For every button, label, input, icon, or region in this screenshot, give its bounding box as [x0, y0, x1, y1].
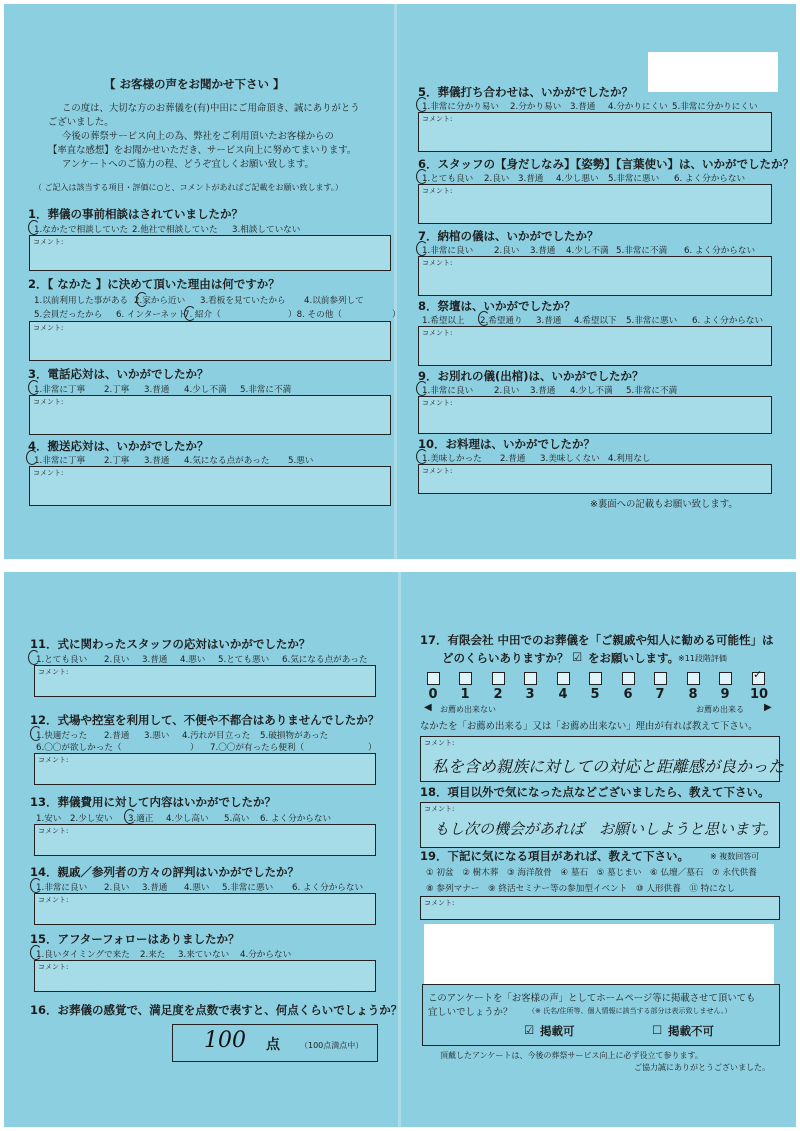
q9-option-2[interactable]: 2.良い — [494, 386, 520, 396]
answer-circle — [136, 292, 148, 307]
q11-option-2[interactable]: 2.良い — [104, 655, 130, 665]
q6-option-4[interactable]: 4.少し悪い — [556, 174, 599, 184]
q17-check-sample-icon: ☑ — [572, 650, 583, 664]
q8-option-2[interactable]: 2.希望通り — [480, 316, 523, 326]
q1-comment-box[interactable]: コメント: — [29, 235, 391, 271]
q7-option-4[interactable]: 4.少し不満 — [566, 246, 609, 256]
q14-option-5[interactable]: 5.非常に悪い — [222, 883, 274, 893]
q17-reason-box[interactable]: コメント: — [420, 736, 780, 782]
selected-check-icon: ✓ — [753, 668, 763, 681]
q13-option-1[interactable]: 1.安い — [36, 814, 62, 824]
scale-high-label: お薦め出来る — [696, 705, 744, 714]
q9-title: 9．お別れの儀(出棺)は、いかがでしたか？ — [418, 369, 644, 383]
q17-title-line2b: をお願いします。 — [588, 651, 680, 665]
q14-comment-box[interactable]: コメント: — [34, 893, 376, 925]
q12-option-4[interactable]: 4.汚れが目立った — [182, 731, 251, 741]
scale-checkbox-0[interactable] — [427, 672, 440, 685]
q5-title: 5．葬儀打ち合わせは、いかがでしたか？ — [418, 85, 633, 99]
q15-option-3[interactable]: 3.来ていない — [178, 950, 230, 960]
q7-title: 7．納棺の儀は、いかがでしたか？ — [418, 229, 599, 243]
q15-comment-box[interactable]: コメント: — [34, 960, 376, 992]
instruction: （ ご記入は該当する項目・評価に○と、コメントがあればご記載をお願い致します。） — [34, 183, 343, 192]
answer-circle — [416, 381, 428, 396]
q9-option-1[interactable]: 1.非常に良い — [422, 386, 474, 396]
q17-title-line2: どのくらいありますか？ — [442, 651, 569, 665]
footer-line1: 頂戴したアンケートは、今後の葬祭サービス向上に必ず役立て参ります。 — [440, 1051, 703, 1060]
q2-option-5[interactable]: 5.会員だったから — [34, 310, 103, 320]
scale-low-label: お薦め出来ない — [440, 705, 496, 714]
q10-option-3[interactable]: 3.美味しくない — [540, 454, 600, 464]
q1-option-3[interactable]: 3.相談していない — [232, 225, 301, 235]
q4-option-2[interactable]: 2.丁寧 — [104, 456, 130, 466]
intro-line-1: この度は、大切な方のお葬儀を(有)中田にご用命頂き、誠にありがとう — [62, 103, 360, 114]
q17-title: 17．有限会社 中田でのお葬儀を「ご親戚や知人に勧める可能性」は — [420, 633, 774, 647]
q12-option-5[interactable]: 5.破損物があった — [260, 731, 329, 741]
q14-option-2[interactable]: 2.良い — [104, 883, 130, 893]
q19-title: 19．下記に気になる項目があれば、教えて下さい。 — [420, 849, 690, 863]
q3-title: 3．電話応対は、いかがでしたか？ — [28, 367, 209, 381]
q19-note: ※ 複数回答可 — [710, 852, 760, 861]
intro-line-3: 今後の葬祭サービス向上の為、弊社をご利用頂いたお客様からの — [62, 131, 334, 142]
q16-unit: 点 — [266, 1037, 280, 1053]
answer-circle — [416, 449, 428, 464]
scale-num: 7 — [655, 687, 665, 702]
q18-title: 18．項目以外で気になった点などございましたら、教えて下さい。 — [420, 785, 770, 799]
q8-title: 8．祭壇は、いかがでしたか？ — [418, 299, 576, 313]
q9-option-3[interactable]: 3.普通 — [530, 386, 556, 396]
consent-deny-label: 掲載不可 — [668, 1024, 714, 1038]
q17-scale-note: ※11段階評価 — [678, 654, 727, 663]
scale-num: 2 — [493, 687, 503, 702]
q15-option-1[interactable]: 1.良いタイミングで来た — [36, 950, 130, 960]
q12-option-7[interactable]: 7.〇〇が有ったら便利（ — [210, 743, 305, 753]
q18-answer: もし次の機会があれば お願いしようと思います。 — [434, 820, 778, 838]
scale-checkbox-8[interactable] — [687, 672, 700, 685]
q4-option-4[interactable]: 4.気になる点があった — [184, 456, 270, 466]
answer-circle — [28, 380, 40, 395]
q3-option-1[interactable]: 1.非常に丁寧 — [34, 385, 86, 395]
q18-comment-box[interactable]: コメント: — [420, 802, 780, 848]
scale-num: 0 — [428, 687, 438, 702]
q10-title: 10．お料理は、いかがでしたか？ — [418, 437, 596, 451]
answer-circle — [30, 726, 42, 741]
consent-note: （※ 氏名/住所等、個人情報に該当する部分は表示致しません。） — [528, 1007, 732, 1015]
scale-checkbox-1[interactable] — [459, 672, 472, 685]
q6-option-3[interactable]: 3.普通 — [518, 174, 544, 184]
scale-num: 4 — [558, 687, 568, 702]
q7-option-1[interactable]: 1.非常に良い — [422, 246, 474, 256]
q2-option-8[interactable]: ）8. その他（ — [288, 310, 342, 320]
q11-option-6[interactable]: 6.気になる点があった — [282, 655, 368, 665]
q5-option-4[interactable]: 4.分かりにくい — [608, 102, 668, 112]
fold-line — [394, 4, 397, 559]
q12-option-2[interactable]: 2.普通 — [104, 731, 130, 741]
q1-option-1[interactable]: 1.なかたで相談していた — [34, 225, 129, 235]
q11-option-1[interactable]: 1.とても良い — [36, 655, 88, 665]
q13-option-5[interactable]: 5.高い — [224, 814, 250, 824]
answer-circle — [30, 945, 42, 960]
q11-comment-box[interactable]: コメント: — [34, 665, 376, 697]
scale-checkbox-3[interactable] — [524, 672, 537, 685]
q7-option-3[interactable]: 3.普通 — [530, 246, 556, 256]
q12-option-6-close: ） — [190, 743, 199, 753]
q6-comment-box[interactable]: コメント: — [418, 184, 772, 224]
scale-checkbox-9[interactable] — [719, 672, 732, 685]
q6-option-2[interactable]: 2.良い — [484, 174, 510, 184]
scale-num: 6 — [623, 687, 633, 702]
q3-option-4[interactable]: 4.少し不満 — [184, 385, 227, 395]
q14-title: 14．親戚／参列者の方々の評判はいかがでしたか？ — [30, 865, 300, 879]
q6-option-1[interactable]: 1.とても良い — [422, 174, 474, 184]
q8-option-4[interactable]: 4.希望以下 — [574, 316, 617, 326]
q2-option-4[interactable]: 4.以前参列して — [304, 296, 364, 306]
q9-comment-box[interactable]: コメント: — [418, 396, 772, 434]
scale-checkbox-6[interactable] — [622, 672, 635, 685]
scale-num: 10 — [749, 687, 769, 702]
q15-title: 15．アフターフォローはありましたか？ — [30, 932, 240, 946]
scale-checkbox-5[interactable] — [589, 672, 602, 685]
q12-option-6[interactable]: 6.〇〇が欲しかった（ — [36, 743, 122, 753]
q13-option-2[interactable]: 2.少し安い — [70, 814, 113, 824]
q14-option-3[interactable]: 3.普通 — [142, 883, 168, 893]
scale-num: 9 — [720, 687, 730, 702]
intro-line-5: アンケートへのご協力の程、どうぞ宜しくお願い致します。 — [62, 159, 314, 170]
q13-comment-box[interactable]: コメント: — [34, 824, 376, 856]
q4-option-1[interactable]: 1.非常に丁寧 — [34, 456, 86, 466]
scale-num: 8 — [688, 687, 698, 702]
q19-items-row1[interactable]: ① 初盆 ② 樹木葬 ③ 海洋散骨 ④ 墓石 ⑤ 墓じまい ⑥ 仏壇／墓石 ⑦ 永代供養 — [426, 868, 757, 878]
q5-option-3[interactable]: 3.普通 — [570, 102, 596, 112]
q16-title: 16．お葬儀の感覚で、満足度を点数で表すと、何点くらいでしょうか？ — [30, 1003, 403, 1017]
q12-option-3[interactable]: 3.悪い — [144, 731, 170, 741]
q6-option-6[interactable]: 6. よく分からない — [674, 174, 746, 184]
q5-option-1[interactable]: 1.非常に分かり易い — [422, 102, 499, 112]
footer-line2: ご協力誠にありがとうございました。 — [634, 1063, 770, 1072]
q3-option-5[interactable]: 5.非常に不満 — [240, 385, 292, 395]
q10-option-1[interactable]: 1.美味しかった — [422, 454, 482, 464]
q2-title: 2．【 なかた 】に決めて頂いた理由は何ですか？ — [28, 277, 280, 291]
q16-note: （100点満点中） — [300, 1041, 364, 1050]
q11-option-4[interactable]: 4.悪い — [180, 655, 206, 665]
scale-checkbox-2[interactable] — [492, 672, 505, 685]
back-page-note: ※裏面への記載もお願い致します。 — [590, 499, 738, 510]
q12-title: 12．式場や控室を利用して、不便や不都合はありませんでしたか？ — [30, 713, 380, 727]
q16-score-value: 100 — [204, 1028, 246, 1053]
q4-comment-box[interactable]: コメント: — [29, 466, 391, 506]
q5-comment-box[interactable]: コメント: — [418, 112, 772, 152]
redacted-area — [424, 924, 774, 984]
q2-option-2[interactable]: 2.家から近い — [134, 296, 186, 306]
consent-deny-checkbox[interactable]: ☐ — [652, 1023, 663, 1037]
answer-circle — [28, 650, 40, 665]
q7-option-2[interactable]: 2.良い — [494, 246, 520, 256]
answer-circle — [416, 169, 428, 184]
q13-option-3[interactable]: 3.適正 — [128, 814, 154, 824]
q3-option-3[interactable]: 3.普通 — [144, 385, 170, 395]
q2-option-3[interactable]: 3.看板を見ていたから — [200, 296, 286, 306]
redacted-area — [648, 52, 778, 92]
scale-checkbox-4[interactable] — [557, 672, 570, 685]
q8-option-1[interactable]: 1.希望以上 — [422, 316, 465, 326]
q9-option-5[interactable]: 5.非常に不満 — [626, 386, 678, 396]
q2-option-1[interactable]: 1.以前利用した事がある — [34, 296, 129, 306]
q3-option-2[interactable]: 2.丁寧 — [104, 385, 130, 395]
q3-comment-box[interactable]: コメント: — [29, 395, 391, 435]
q5-option-2[interactable]: 2.分かり易い — [510, 102, 562, 112]
q17-reason-answer: 私を含め親族に対しての対応と距離感が良かった — [432, 757, 785, 776]
q1-title: 1．葬儀の事前相談はされていましたか？ — [28, 207, 243, 221]
answer-circle — [124, 809, 136, 824]
q6-title: 6．スタッフの【身だしなみ】【姿勢】【言葉使い】は、いかがでしたか？ — [418, 157, 794, 171]
q12-option-7-close: ） — [368, 743, 377, 753]
answer-circle — [416, 241, 428, 256]
q10-option-2[interactable]: 2.普通 — [500, 454, 526, 464]
q2-option-8-close: ） — [392, 310, 401, 320]
scale-num: 5 — [590, 687, 600, 702]
q19-items-row2[interactable]: ⑧ 参列マナー ⑨ 終活セミナー等の参加型イベント ⑩ 人形供養 ⑪ 特になし — [426, 884, 736, 894]
answer-circle — [28, 220, 40, 235]
q5-option-5[interactable]: 5.非常に分かりにくい — [672, 102, 758, 112]
survey-heading: 【 お客様の声をお聞かせ下さい 】 — [104, 77, 285, 91]
right-arrow-icon: ▶ — [764, 702, 772, 713]
survey-sheet-back — [4, 572, 796, 1127]
q14-option-1[interactable]: 1.非常に良い — [36, 883, 88, 893]
q11-title: 11．式に関わったスタッフの応対はいかがでしたか？ — [30, 637, 311, 651]
q4-option-3[interactable]: 3.普通 — [144, 456, 170, 466]
q6-option-5[interactable]: 5.非常に悪い — [608, 174, 660, 184]
q2-comment-box[interactable]: コメント: — [29, 321, 391, 361]
q12-comment-box[interactable]: コメント: — [34, 753, 376, 785]
consent-line1: このアンケートを「お客様の声」としてホームページ等に掲載させて頂いても — [428, 993, 756, 1004]
left-arrow-icon: ◀ — [424, 702, 432, 713]
q14-option-6[interactable]: 6. よく分からない — [292, 883, 364, 893]
fold-line — [398, 572, 401, 1127]
intro-line-2: ございました。 — [48, 117, 114, 128]
q8-option-5[interactable]: 5.非常に悪い — [626, 316, 678, 326]
scale-checkbox-7[interactable] — [654, 672, 667, 685]
q19-comment-box[interactable]: コメント: — [420, 896, 780, 920]
q1-option-2[interactable]: 2.他社で相談していた — [132, 225, 218, 235]
q2-option-6[interactable]: 6. インターネット — [116, 310, 187, 320]
answer-circle — [416, 97, 428, 112]
answer-circle — [184, 306, 196, 321]
q11-option-5[interactable]: 5.とても悪い — [218, 655, 270, 665]
q10-comment-box[interactable]: コメント: — [418, 464, 772, 494]
q2-option-7[interactable]: 7. 紹介（ — [184, 310, 221, 320]
q13-option-4[interactable]: 4.少し高い — [166, 814, 209, 824]
q15-option-4[interactable]: 4.分からない — [240, 950, 292, 960]
consent-allow-label: 掲載可 — [540, 1024, 575, 1038]
q15-option-2[interactable]: 2.来た — [140, 950, 166, 960]
q8-comment-box[interactable]: コメント: — [418, 326, 772, 366]
q4-title: 4．搬送応対は、いかがでしたか？ — [28, 439, 209, 453]
q8-option-6[interactable]: 6. よく分からない — [692, 316, 764, 326]
answer-circle — [26, 450, 38, 465]
q7-comment-box[interactable]: コメント: — [418, 256, 772, 296]
answer-circle — [30, 878, 42, 893]
q13-title: 13．葬儀費用に対して内容はいかがでしたか？ — [30, 795, 277, 809]
q12-option-1[interactable]: 1.快適だった — [36, 731, 88, 741]
q17-reason-title: なかたを「お薦め出来る」又は「お薦め出来ない」理由が有れば教えて下さい。 — [420, 721, 758, 732]
survey-sheet-front — [4, 4, 796, 559]
q9-option-4[interactable]: 4.少し不満 — [570, 386, 613, 396]
q4-option-5[interactable]: 5.悪い — [288, 456, 314, 466]
consent-line2: 宜しいでしょうか？ — [428, 1007, 513, 1018]
q14-option-4[interactable]: 4.悪い — [184, 883, 210, 893]
intro-line-4: 【率直な感想】をお聞かせいただき、サービス向上に努めてまいります。 — [48, 145, 357, 156]
q8-option-3[interactable]: 3.普通 — [536, 316, 562, 326]
q13-option-6[interactable]: 6. よく分からない — [260, 814, 332, 824]
q11-option-3[interactable]: 3.普通 — [142, 655, 168, 665]
scale-num: 1 — [460, 687, 470, 702]
answer-circle — [478, 311, 490, 326]
scale-num: 3 — [525, 687, 535, 702]
q7-option-6[interactable]: 6. よく分からない — [684, 246, 756, 256]
q7-option-5[interactable]: 5.非常に不満 — [616, 246, 668, 256]
consent-allow-checkbox[interactable]: ☑ — [524, 1023, 535, 1037]
q10-option-4[interactable]: 4.利用なし — [608, 454, 651, 464]
